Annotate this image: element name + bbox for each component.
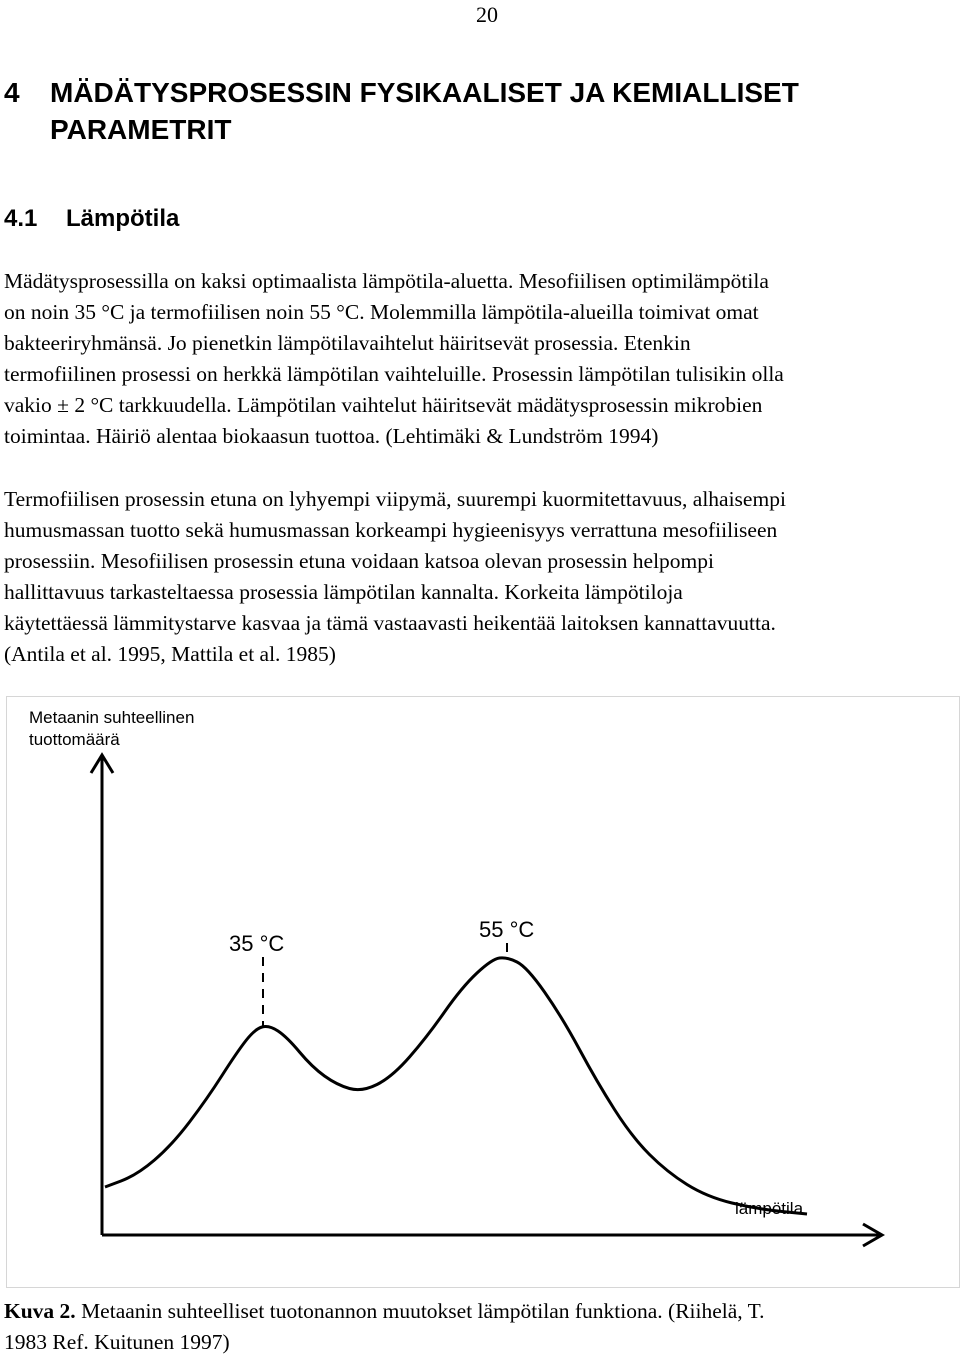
paragraph-line: toimintaa. Häiriö alentaa biokaasun tuottoa. (Lehtimäki & Lundström 1994) xyxy=(4,424,659,448)
caption-text-1: Metaanin suhteelliset tuotonannon muutokset lämpötilan funktiona. (Riihelä, T. xyxy=(75,1299,765,1323)
paragraph-line: käytettäessä lämmitystarve kasvaa ja tämä vastaavasti heikentää laitoksen kannattavuutta. xyxy=(4,611,776,635)
figure-frame xyxy=(6,696,960,1288)
peak-55-label: 55 °C xyxy=(479,917,535,942)
y-axis-label-line-2: tuottomäärä xyxy=(29,730,120,749)
paragraph-line: Mädätysprosessilla on kaksi optimaalista lämpötila-aluetta. Mesofiilisen optimilämpötila xyxy=(4,269,769,293)
section-number: 4.1 xyxy=(4,205,38,232)
caption-line-1 xyxy=(4,1296,954,1327)
paragraph-line: vakio ± 2 °C tarkkuudella. Lämpötilan vaihtelut häiritsevät mädätysprosessin mikrobien xyxy=(4,393,763,417)
paragraph-line: prosessiin. Mesofiilisen prosessin etuna voidaan katsoa olevan prosessin helpompi xyxy=(4,549,714,573)
y-axis-label-line-1: Metaanin suhteellinen xyxy=(29,708,195,727)
paragraph-line: (Antila et al. 1995, Mattila et al. 1985) xyxy=(4,642,336,666)
caption-label: Kuva 2. xyxy=(4,1299,76,1323)
paragraph-line: bakteeriryhmänsä. Jo pienetkin lämpötilavaihtelut häiritsevät prosessia. Etenkin xyxy=(4,331,691,355)
caption-text-2: 1983 Ref. Kuitunen 1997) xyxy=(4,1330,230,1354)
methane-yield-chart xyxy=(7,697,959,1287)
paragraph-thermophilic-advantages xyxy=(4,484,960,670)
paragraph-line: termofiilinen prosessi on herkkä lämpötilan vaihteluille. Prosessin lämpötilan tulisikin olla xyxy=(4,362,784,386)
page-number: 20 xyxy=(476,2,498,27)
yield-curve-line xyxy=(105,958,807,1214)
chapter-heading xyxy=(4,74,904,148)
chapter-title: MÄDÄTYSPROSESSIN FYSIKAALISET JA KEMIALLISET PARAMETRIT xyxy=(50,77,799,145)
figure-caption xyxy=(4,1296,954,1358)
paragraph-line: hallittavuus tarkasteltaessa prosessia lämpötilan kannalta. Korkeita lämpötiloja xyxy=(4,580,683,604)
paragraph-line: Termofiilisen prosessin etuna on lyhyempi viipymä, suurempi kuormitettavuus, alhaisempi xyxy=(4,487,786,511)
peak-35-label: 35 °C xyxy=(229,931,285,956)
paragraph-temperature-ranges xyxy=(4,266,960,452)
x-axis-label: lämpötila xyxy=(735,1199,804,1218)
paragraph-line: humusmassan tuotto sekä humusmassan korkeampi hygieenisyys verrattuna mesofiiliseen xyxy=(4,518,778,542)
section-heading xyxy=(4,205,179,233)
paragraph-line: on noin 35 °C ja termofiilisen noin 55 °C. Molemmilla lämpötila-alueilla toimivat omat xyxy=(4,300,759,324)
section-title: Lämpötila xyxy=(66,205,180,232)
chapter-number: 4 xyxy=(4,77,20,108)
